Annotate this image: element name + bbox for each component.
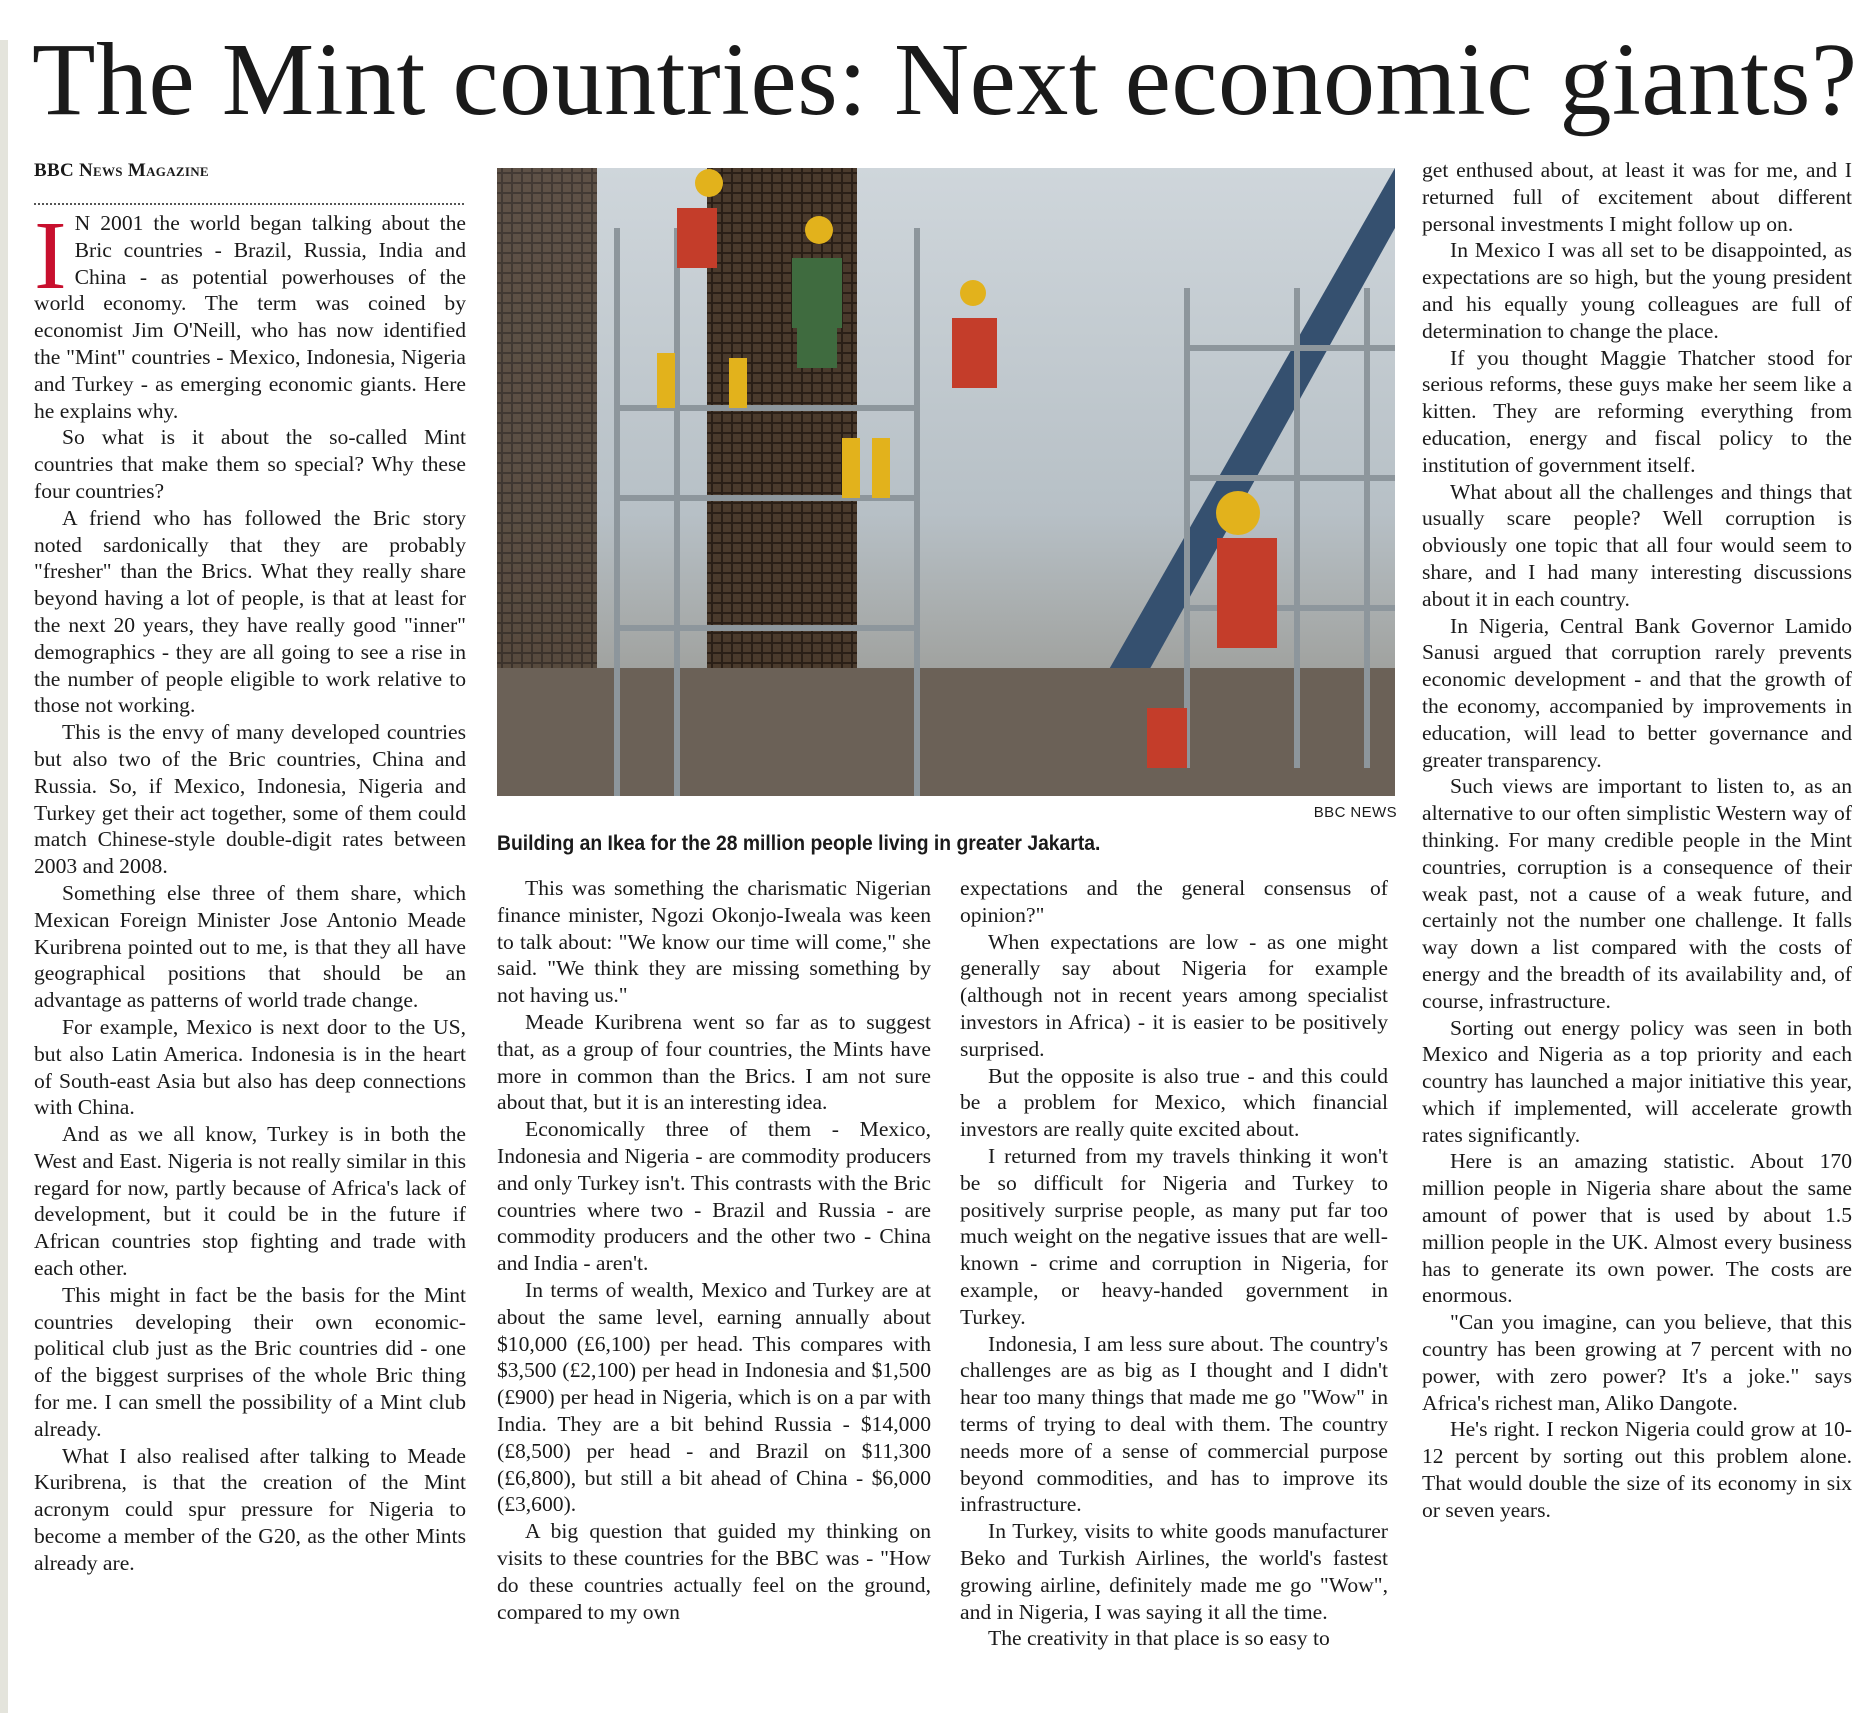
article-paragraph: This might in fact be the basis for the Mint countries developing their own economic-political club just as the Bric countries did - one of the biggest surprises of the whole Bric thing for me. I can smell the possibility of a Mint club already. (34, 1282, 466, 1441)
article-paragraph: "Can you imagine, can you believe, that this country has been growing at 7 percent with no power, with zero power? It's a joke." says Africa's richest man, Aliko Dangote. (1422, 1310, 1852, 1415)
article-paragraph: Sorting out energy policy was seen in both Mexico and Nigeria as a top priority and each country has launched a major initiative this year, which if implemented, will accelerate growth rates significantly. (1422, 1015, 1852, 1147)
article-paragraph: When expectations are low - as one might generally say about Nigeria for example (although not in recent years among specialist investors in Africa) - it is easier to be positively surprised. (960, 929, 1388, 1061)
article-paragraph: Something else three of them share, which Mexican Foreign Minister Jose Antonio Meade Kuribrena pointed out to me, is that they all have geographical positions that should be an advantage as patterns of world trade change. (34, 880, 466, 1013)
article-paragraph: This was something the charismatic Nigerian finance minister, Ngozi Okonjo-Iweala was keen to talk about: "We know our time will come," she said. "We think they are missing something by not having us." (497, 876, 931, 1008)
article-paragraph: In Nigeria, Central Bank Governor Lamido Sanusi argued that corruption rarely prevents economic development - and that the growth of the economy, accompanied by improvements in education, will lead to better governance and greater transparency. (1422, 613, 1852, 772)
article-paragraph: So what is it about the so-called Mint countries that make them so special? Why these four countries? (34, 425, 466, 503)
article-column-4 (1422, 157, 1852, 1524)
article-paragraph: I returned from my travels thinking it won't be so difficult for Nigeria and Turkey to positively surprise people, as many put far too much weight on the negative issues that are well-known - crime and corruption in Nigeria, for example, or heavy-handed government in Turkey. (960, 1143, 1388, 1329)
article-paragraph: get enthused about, at least it was for me, and I returned full of excitement about different personal investments I might follow up on. (1422, 158, 1852, 236)
article-paragraph: What about all the challenges and things that usually scare people? Well corruption is obviously one topic that all four would seem to share, and I had many interesting discussions about it in each country. (1422, 479, 1852, 611)
construction-photo (497, 168, 1395, 796)
article-paragraph: N 2001 the world began talking about the Bric countries - Brazil, Russia, India and China - as potential powerhouses of the world economy. The term was coined by economist Jim O'Neill, who has now identified the "Mint" countries - Mexico, Indonesia, Nigeria and Turkey - as emerging economic giants. Here he explains why. (34, 211, 466, 423)
article-paragraph: This is the envy of many developed countries but also two of the Bric countries, China and Russia. So, if Mexico, Indonesia, Nigeria and Turkey get their act together, some of them could match Chinese-style double-digit rates between 2003 and 2008. (34, 720, 466, 879)
article-column-1 (34, 202, 466, 1577)
article-paragraph: In Turkey, visits to white goods manufacturer Beko and Turkish Airlines, the world's fastest growing airline, definitely made me go "Wow", and in Nigeria, I was saying it all the time. (960, 1519, 1388, 1624)
article-paragraph: Indonesia, I am less sure about. The country's challenges are as big as I thought and I didn't hear too many things that made me go "Wow" in terms of trying to deal with them. The country needs more of a sense of commercial purpose beyond commodities, and has to improve its infrastructure. (960, 1331, 1388, 1517)
article-paragraph: But the opposite is also true - and this could be a problem for Mexico, which financial investors are really quite excited about. (960, 1063, 1388, 1142)
page-spine-shadow (0, 40, 8, 1713)
dotted-divider (34, 203, 464, 205)
article-paragraph: A big question that guided my thinking on visits to these countries for the BBC was - "How do these countries actually feel on the ground, compared to my own (497, 1519, 931, 1624)
photo-caption: Building an Ikea for the 28 million people living in greater Jakarta. (497, 832, 1101, 855)
article-paragraph: Here is an amazing statistic. About 170 million people in Nigeria share about the same amount of power that is used by about 1.5 million people in the UK. Almost every business has to generate its own power. The costs are enormous. (1422, 1149, 1852, 1308)
headline: The Mint countries: Next economic giants? (32, 22, 1858, 137)
article-paragraph: In Mexico I was all set to be disappointed, as expectations are so high, but the young president and his equally young colleagues are full of determination to change the place. (1422, 238, 1852, 343)
article-paragraph: For example, Mexico is next door to the US, but also Latin America. Indonesia is in the heart of South-east Asia but also has deep connections with China. (34, 1014, 466, 1120)
article-paragraph: A friend who has followed the Bric story noted sardonically that they are probably "fresher" than the Brics. What they really share beyond having a lot of people, is that at least for the next 20 years, they have really good "inner" demographics - they are all going to see a rise in the number of people eligible to work relative to those not working. (34, 505, 466, 718)
source-label: BBC News Magazine (34, 160, 209, 181)
article-paragraph: Economically three of them - Mexico, Indonesia and Nigeria - are commodity producers and only Turkey isn't. This contrasts with the Bric countries where two - Brazil and Russia - are commodity producers and the other two - China and India - aren't. (497, 1117, 931, 1276)
article-paragraph: The creativity in that place is so easy to (988, 1626, 1330, 1651)
article-paragraph: And as we all know, Turkey is in both the West and East. Nigeria is not really similar in this regard for now, partly because of Africa's lack of development, but it could be in the future if African countries stop fighting and trade with each other. (34, 1122, 466, 1281)
article-paragraph: If you thought Maggie Thatcher stood for serious reforms, these guys make her seem like a kitten. They are reforming everything from education, energy and fiscal policy to the institution of government itself. (1422, 345, 1852, 477)
article-column-2 (497, 875, 931, 1625)
article-paragraph: In terms of wealth, Mexico and Turkey are at about the same level, earning annually about $10,000 (£6,100) per head. This compares with $3,500 (£2,100) per head in Indonesia and $1,500 (£900) per head in Nigeria, which is on a par with India. They are a bit behind Russia - $14,000 (£8,500) per head - and Brazil on $11,300 (£6,800), but still a bit ahead of China - $6,000 (£3,600). (497, 1277, 931, 1517)
article-paragraph: Such views are important to listen to, as an alternative to our often simplistic Western way of thinking. For many credible people in the Mint countries, corruption is a consequence of their weak past, not a cause of a weak future, and certainly not the number one challenge. It falls way down a list compared with the costs of energy and the breadth of its availability and, of course, infrastructure. (1422, 774, 1852, 1013)
article-paragraph: What I also realised after talking to Meade Kuribrena, is that the creation of the Mint acronym could spur pressure for Nigeria to become a member of the G20, as the other Mints already are. (34, 1443, 466, 1575)
photo-credit: BBC NEWS (1313, 804, 1397, 821)
article-column-3 (960, 875, 1388, 1652)
drop-cap: I (34, 202, 67, 310)
article-paragraph: Meade Kuribrena went so far as to suggest that, as a group of four countries, the Mints have more in common than the Brics. I am not sure about that, but it is an interesting idea. (497, 1009, 931, 1115)
article-paragraph: expectations and the general consensus of opinion?" (960, 876, 1388, 927)
article-paragraph: He's right. I reckon Nigeria could grow at 10-12 percent by sorting out this problem alone. That would double the size of its economy in six or seven years. (1422, 1417, 1852, 1522)
